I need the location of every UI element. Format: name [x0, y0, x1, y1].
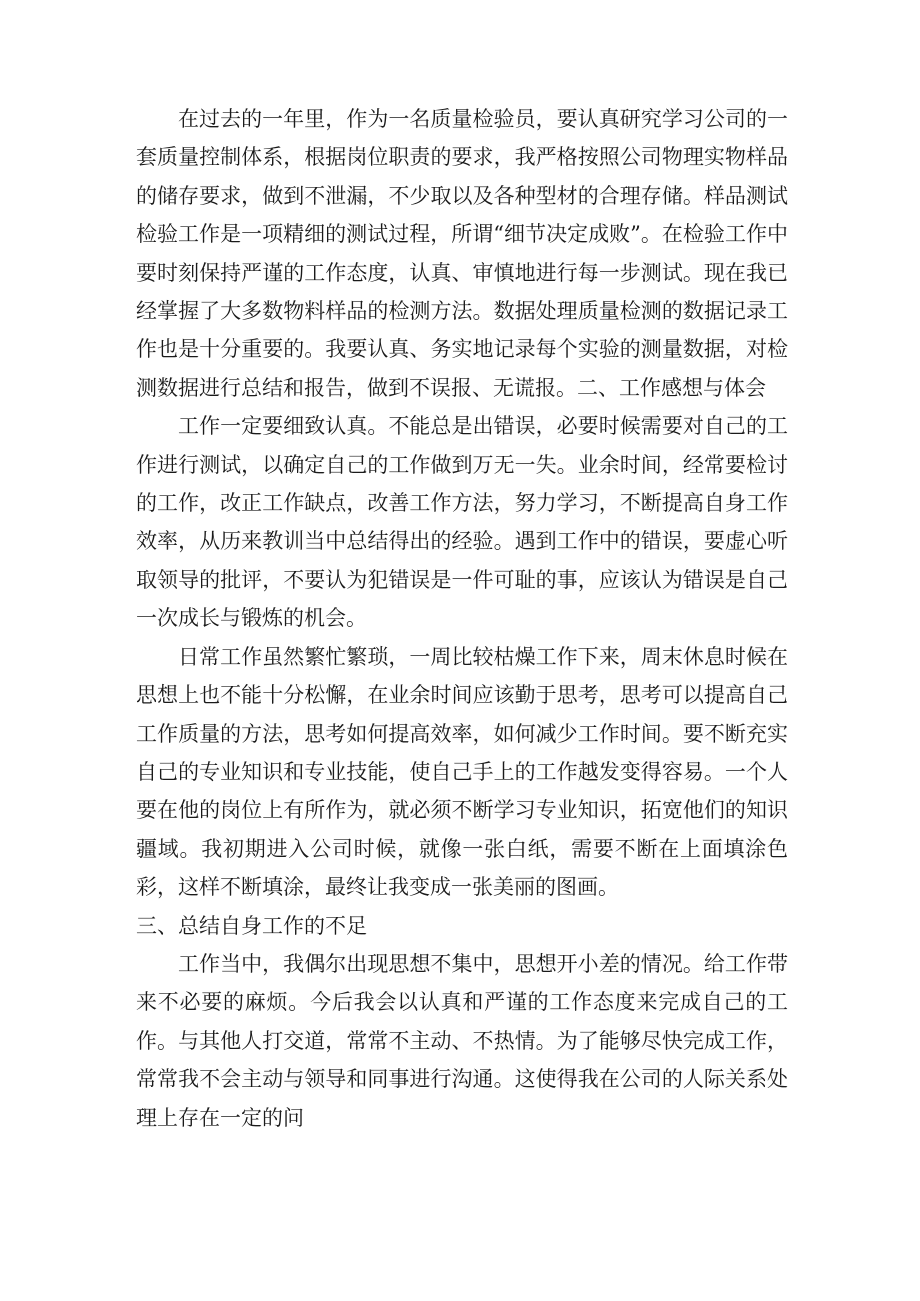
section-heading-shortcomings: 三、总结自身工作的不足: [136, 913, 367, 938]
document-body: [136, 100, 788, 1137]
paragraph-daily-work: 日常工作虽然繁忙繁琐，一周比较枯燥工作下来，周末休息时候在思想上也不能十分松懈，在业余时间应该勤于思考，思考可以提高自己工作质量的方法，思考如何提高效率，如何减少工作时间。要不断充实自己的专业知识和专业技能，使自己手上的工作越发变得容易。一个人要在他的岗位上有所作为，就必须不断学习专业知识，拓宽他们的知识疆域。我初期进入公司时候，就像一张白纸，需要不断在上面填涂色彩，这样不断填涂，最终让我变成一张美丽的图画。: [136, 644, 788, 900]
paragraph-shortcomings: 工作当中，我偶尔出现思想不集中，思想开小差的情况。给工作带来不必要的麻烦。今后我会以认真和严谨的工作态度来完成自己的工作。与其他人打交道，常常不主动、不热情。为了能够尽快完成工作，常常我不会主动与领导和同事进行沟通。这使得我在公司的人际关系处理上存在一定的问: [136, 951, 788, 1130]
paragraph-quality-inspection: 在过去的一年里，作为一名质量检验员，要认真研究学习公司的一套质量控制体系，根据岗位职责的要求，我严格按照公司物理实物样品的储存要求，做到不泄漏，不少取以及各种型材的合理存储。样品测试检验工作是一项精细的测试过程，所谓“细节决定成败”。在检验工作中要时刻保持严谨的工作态度，认真、审慎地进行每一步测试。现在我已经掌握了大多数物料样品的检测方法。数据处理质量检测的数据记录工作也是十分重要的。我要认真、务实地记录每个实验的测量数据，对检测数据进行总结和报告，做到不误报、无谎报。二、工作感想与体会: [136, 107, 788, 400]
paragraph-careful-work: 工作一定要细致认真。不能总是出错误，必要时候需要对自己的工作进行测试，以确定自己的工作做到万无一失。业余时间，经常要检讨的工作，改正工作缺点，改善工作方法，努力学习，不断提高自身工作效率，从历来教训当中总结得出的经验。遇到工作中的错误，要虚心听取领导的批评，不要认为犯错误是一件可耻的事，应该认为错误是自己一次成长与锻炼的机会。: [136, 414, 788, 631]
